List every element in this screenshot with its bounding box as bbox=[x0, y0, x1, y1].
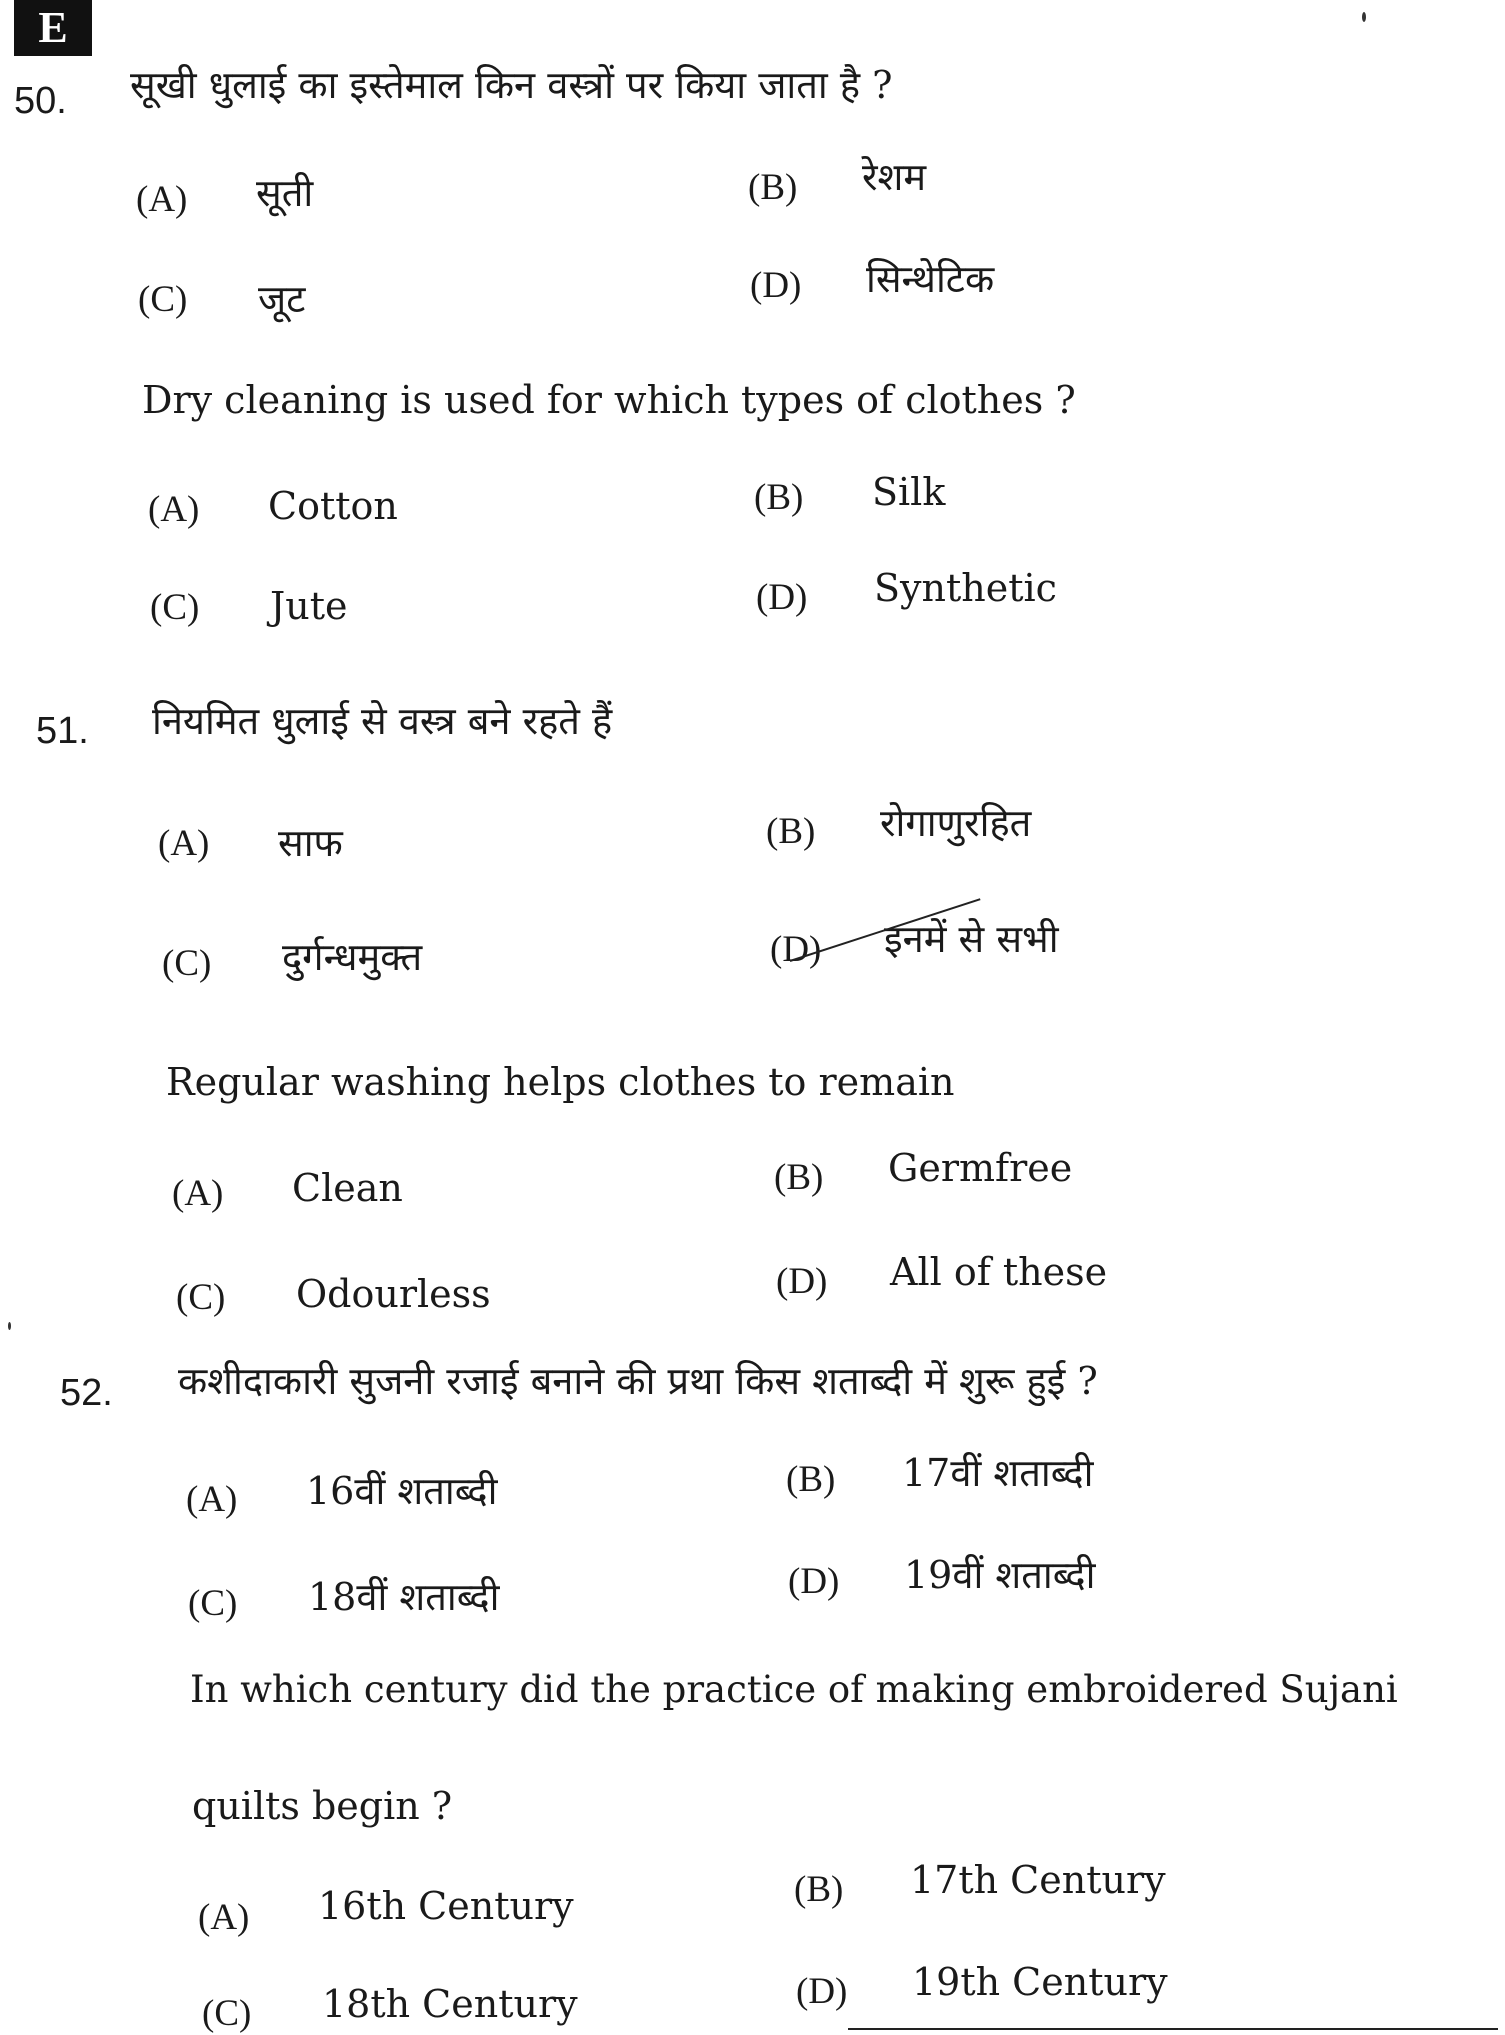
q51-en-option-b-text: Germfree bbox=[888, 1146, 1073, 1190]
question-50-number: 50. bbox=[14, 80, 67, 122]
q50-hi-option-b-letter: (B) bbox=[748, 167, 798, 208]
q52-en-option-c-letter: (C) bbox=[202, 1993, 252, 2034]
q52-hi-option-d-text: 19वीं शताब्दी bbox=[904, 1553, 1096, 1597]
q50-en-option-b-text: Silk bbox=[872, 470, 946, 514]
q52-en-option-d-text: 19th Century bbox=[912, 1960, 1168, 2004]
question-51-hindi-stem: नियमित धुलाई से वस्त्र बने रहते हैं bbox=[152, 699, 613, 743]
q50-hi-option-b-text: रेशम bbox=[862, 155, 927, 199]
q52-hi-option-a-text: 16वीं शताब्दी bbox=[306, 1469, 498, 1513]
scan-speck bbox=[8, 1322, 11, 1330]
q51-en-option-d-letter: (D) bbox=[776, 1261, 828, 1302]
scan-speck bbox=[1362, 12, 1366, 22]
question-50-hindi-stem: सूखी धुलाई का इस्तेमाल किन वस्त्रों पर किया जाता है ? bbox=[130, 63, 893, 107]
q52-en-option-a-text: 16th Century bbox=[318, 1884, 574, 1928]
q50-en-option-c-letter: (C) bbox=[150, 587, 200, 628]
q51-en-option-a-text: Clean bbox=[292, 1166, 403, 1210]
q51-hi-option-d-letter: (D) bbox=[770, 929, 822, 970]
q52-en-option-c-text: 18th Century bbox=[322, 1982, 578, 2026]
question-51-number: 51. bbox=[36, 710, 89, 752]
q52-hi-option-c-letter: (C) bbox=[188, 1583, 238, 1624]
q50-hi-option-a-letter: (A) bbox=[136, 179, 188, 220]
q50-hi-option-c-text: जूट bbox=[258, 277, 306, 321]
q52-en-option-b-text: 17th Century bbox=[910, 1858, 1166, 1902]
q51-hi-option-c-text: दुर्गन्धमुक्त bbox=[282, 935, 423, 979]
q51-en-option-c-text: Odourless bbox=[296, 1272, 491, 1316]
question-51-english-stem: Regular washing helps clothes to remain bbox=[166, 1060, 955, 1104]
question-52-hindi-stem: कशीदाकारी सुजनी रजाई बनाने की प्रथा किस शताब्दी में शुरू हुई ? bbox=[178, 1359, 1098, 1403]
question-50-english-stem: Dry cleaning is used for which types of clothes ? bbox=[142, 378, 1076, 422]
q51-en-option-d-text: All of these bbox=[890, 1250, 1108, 1294]
q51-hi-option-a-text: साफ bbox=[278, 821, 343, 865]
q51-hi-option-c-letter: (C) bbox=[162, 943, 212, 984]
q50-hi-option-d-text: सिन्थेटिक bbox=[866, 257, 995, 301]
q51-hi-option-a-letter: (A) bbox=[158, 823, 210, 864]
q51-en-option-b-letter: (B) bbox=[774, 1157, 824, 1198]
q50-en-option-d-text: Synthetic bbox=[874, 566, 1057, 610]
q51-en-option-a-letter: (A) bbox=[172, 1173, 224, 1214]
q51-hi-option-b-text: रोगाणुरहित bbox=[880, 801, 1032, 845]
q52-en-option-d-letter: (D) bbox=[796, 1971, 848, 2012]
q50-en-option-d-letter: (D) bbox=[756, 577, 808, 618]
q51-hi-option-b-letter: (B) bbox=[766, 811, 816, 852]
question-52-english-stem-line1: In which century did the practice of making embroidered Sujani bbox=[190, 1668, 1398, 1711]
q52-hi-option-a-letter: (A) bbox=[186, 1479, 238, 1520]
question-52-english-stem-line2: quilts begin ? bbox=[192, 1784, 453, 1828]
q50-hi-option-c-letter: (C) bbox=[138, 279, 188, 320]
q52-hi-option-d-letter: (D) bbox=[788, 1561, 840, 1602]
set-badge: E bbox=[14, 0, 92, 56]
q50-hi-option-a-text: सूती bbox=[256, 171, 314, 215]
q52-en-option-b-letter: (B) bbox=[794, 1869, 844, 1910]
q52-hi-option-c-text: 18वीं शताब्दी bbox=[308, 1575, 500, 1619]
q50-hi-option-d-letter: (D) bbox=[750, 265, 802, 306]
bottom-rule bbox=[848, 2028, 1498, 2030]
q52-en-option-a-letter: (A) bbox=[198, 1897, 250, 1938]
q50-en-option-c-text: Jute bbox=[270, 584, 348, 628]
q52-hi-option-b-text: 17वीं शताब्दी bbox=[902, 1451, 1094, 1495]
question-52-number: 52. bbox=[60, 1372, 113, 1414]
q51-hi-option-d-text: इनमें से सभी bbox=[884, 917, 1059, 961]
q52-hi-option-b-letter: (B) bbox=[786, 1459, 836, 1500]
q51-en-option-c-letter: (C) bbox=[176, 1277, 226, 1318]
q50-en-option-a-text: Cotton bbox=[268, 484, 398, 528]
q50-en-option-a-letter: (A) bbox=[148, 489, 200, 530]
q50-en-option-b-letter: (B) bbox=[754, 477, 804, 518]
